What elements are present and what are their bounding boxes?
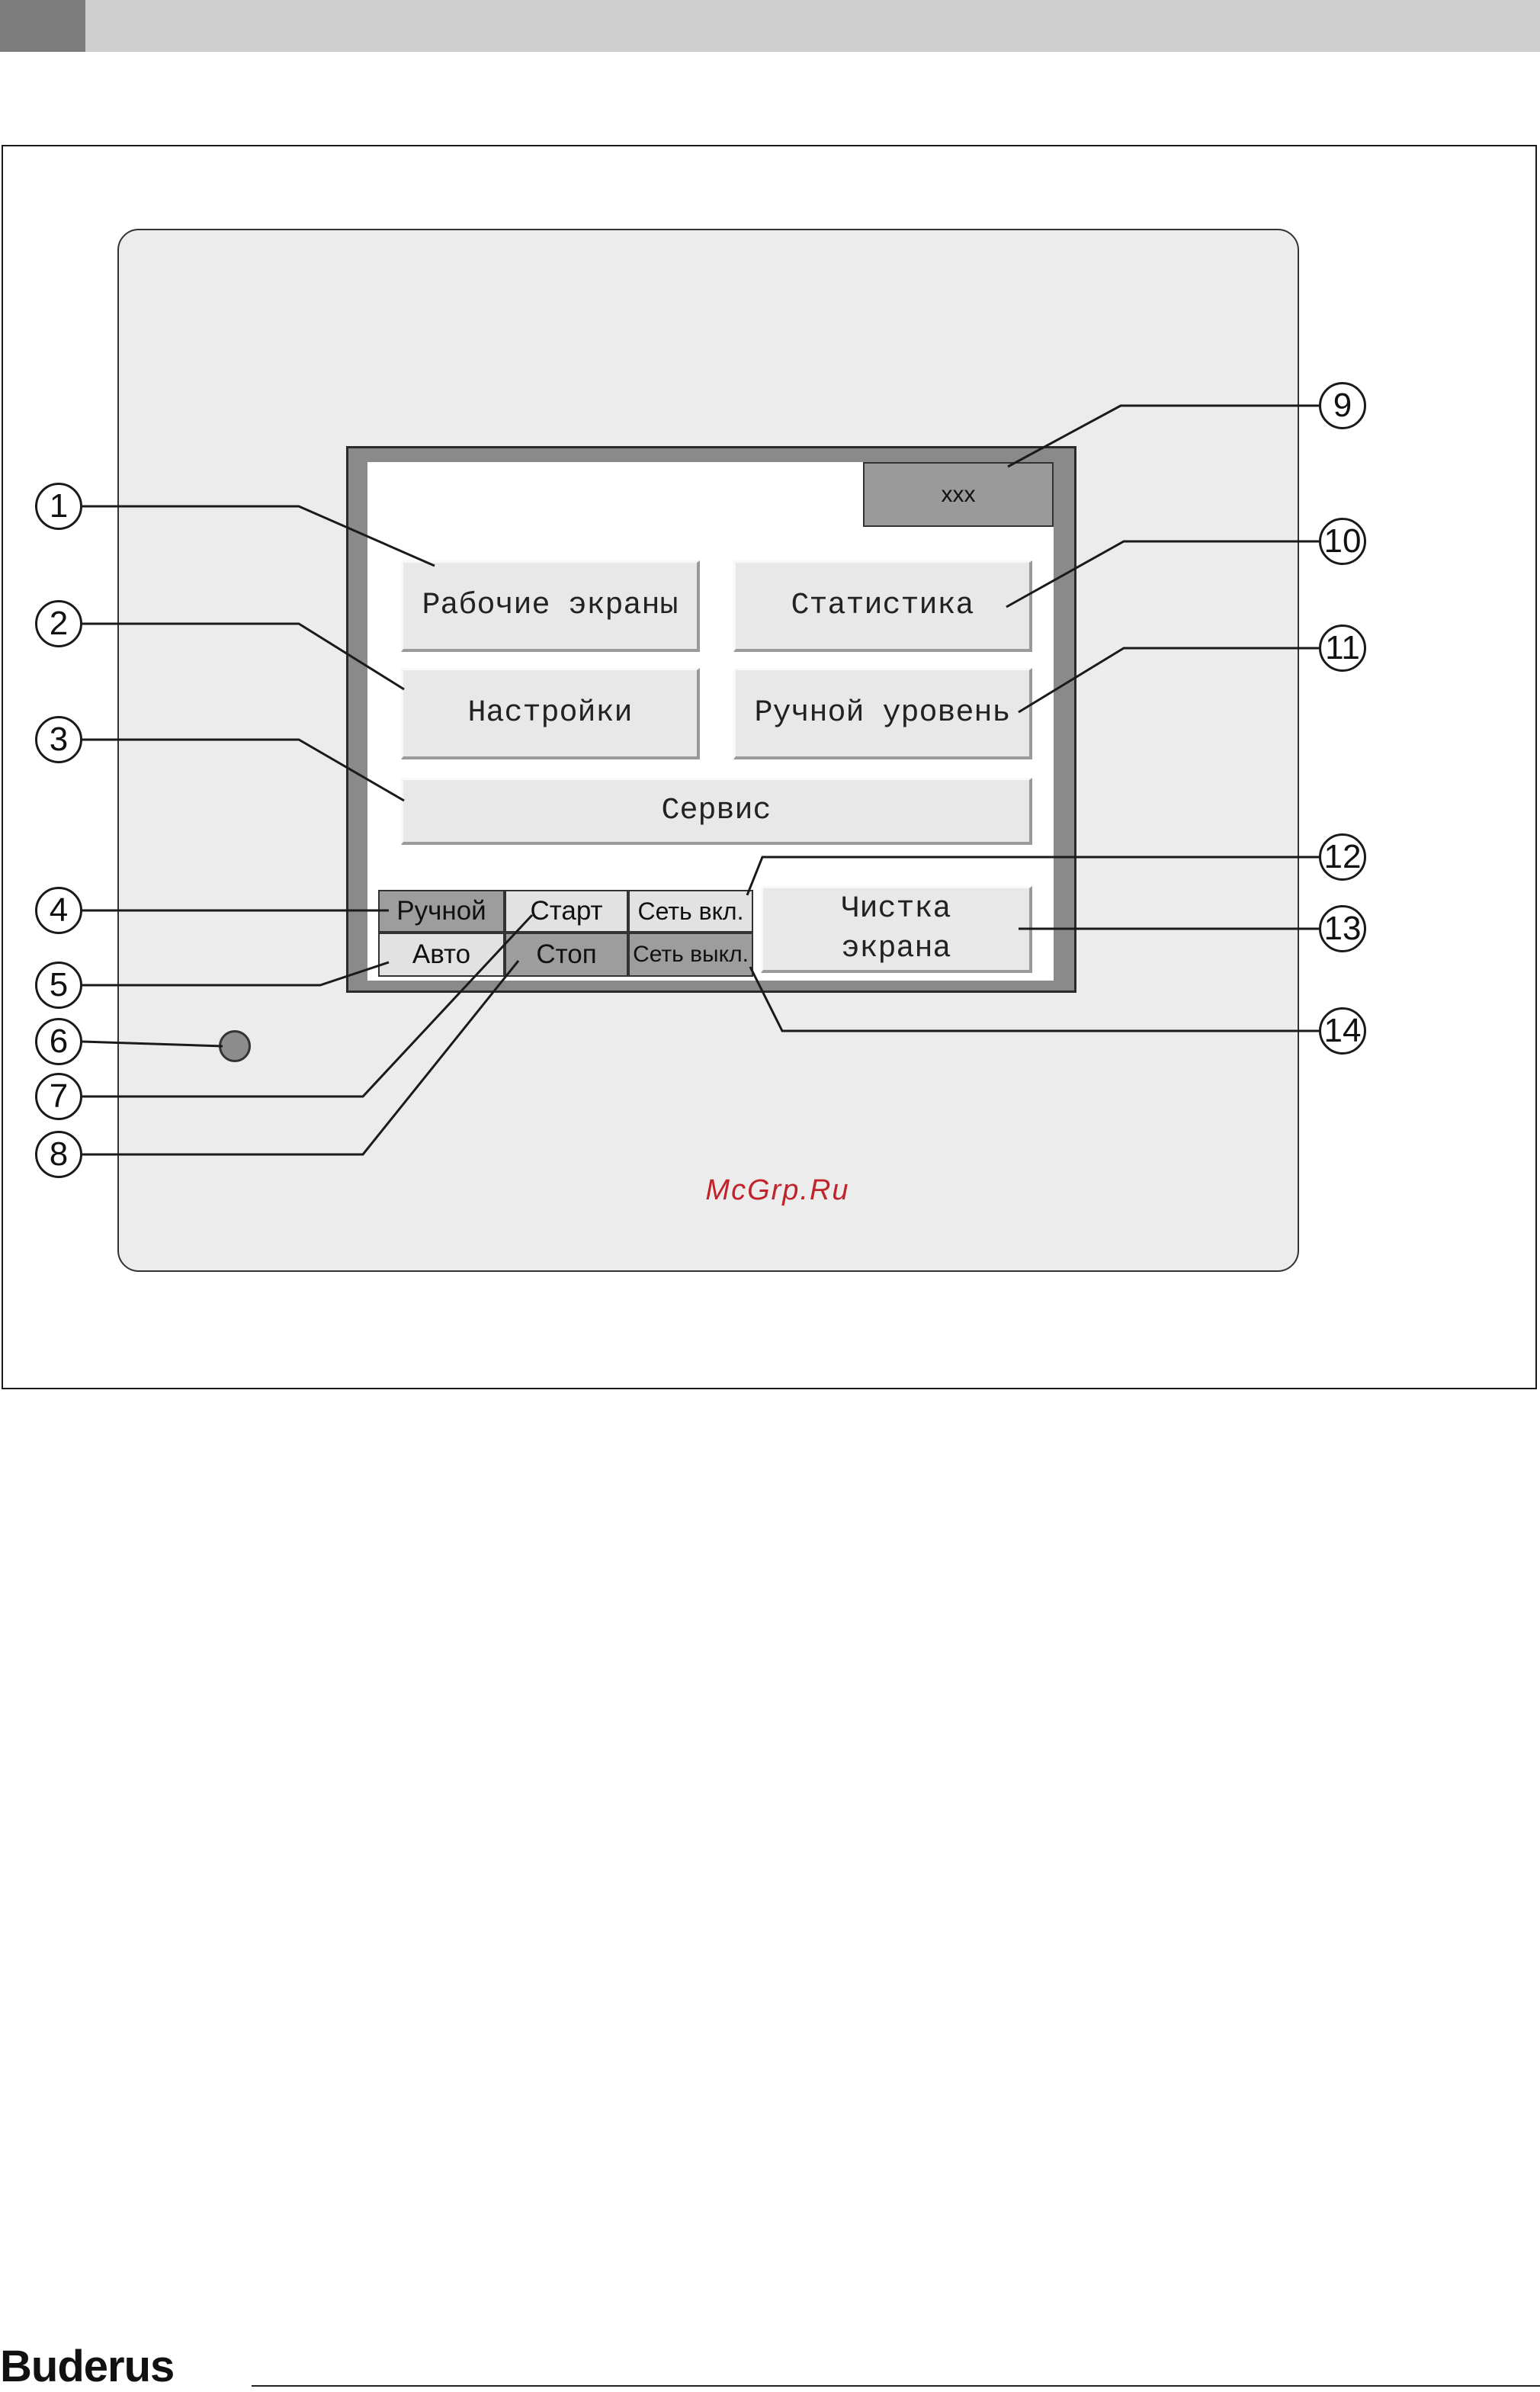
callout-3: 3 [35,716,82,763]
stop-indicator[interactable]: Стоп [505,933,628,977]
callout-13: 13 [1319,905,1366,952]
brand-logo: Buderus [0,2342,175,2391]
callout-12: 12 [1319,833,1366,881]
statistics-button[interactable]: Статистика [733,560,1032,652]
callout-11: 11 [1319,624,1366,672]
service-button[interactable]: Сервис [401,778,1032,845]
footer-rule [252,2385,1540,2387]
callout-9: 9 [1319,382,1366,429]
auto-mode-indicator[interactable]: Авто [378,933,505,977]
header-value-field: xxx [863,462,1054,527]
manual-level-button[interactable]: Ручной уровень [733,668,1032,759]
callout-6: 6 [35,1018,82,1065]
callout-14: 14 [1319,1007,1366,1055]
work-screens-button[interactable]: Рабочие экраны [401,560,700,652]
callout-4: 4 [35,887,82,934]
start-indicator[interactable]: Старт [505,890,628,933]
callout-7: 7 [35,1073,82,1120]
callout-1: 1 [35,483,82,530]
manual-mode-indicator[interactable]: Ручной [378,890,505,933]
screen-clean-button[interactable]: Чистка экрана [761,886,1032,973]
settings-button[interactable]: Настройки [401,668,700,759]
callout-2: 2 [35,600,82,647]
callout-10: 10 [1319,518,1366,565]
callout-8: 8 [35,1131,82,1178]
callout-5: 5 [35,962,82,1009]
watermark: McGrp.Ru [705,1174,850,1206]
power-on-indicator[interactable]: Сеть вкл. [628,890,753,933]
power-off-indicator[interactable]: Сеть выкл. [628,933,753,977]
